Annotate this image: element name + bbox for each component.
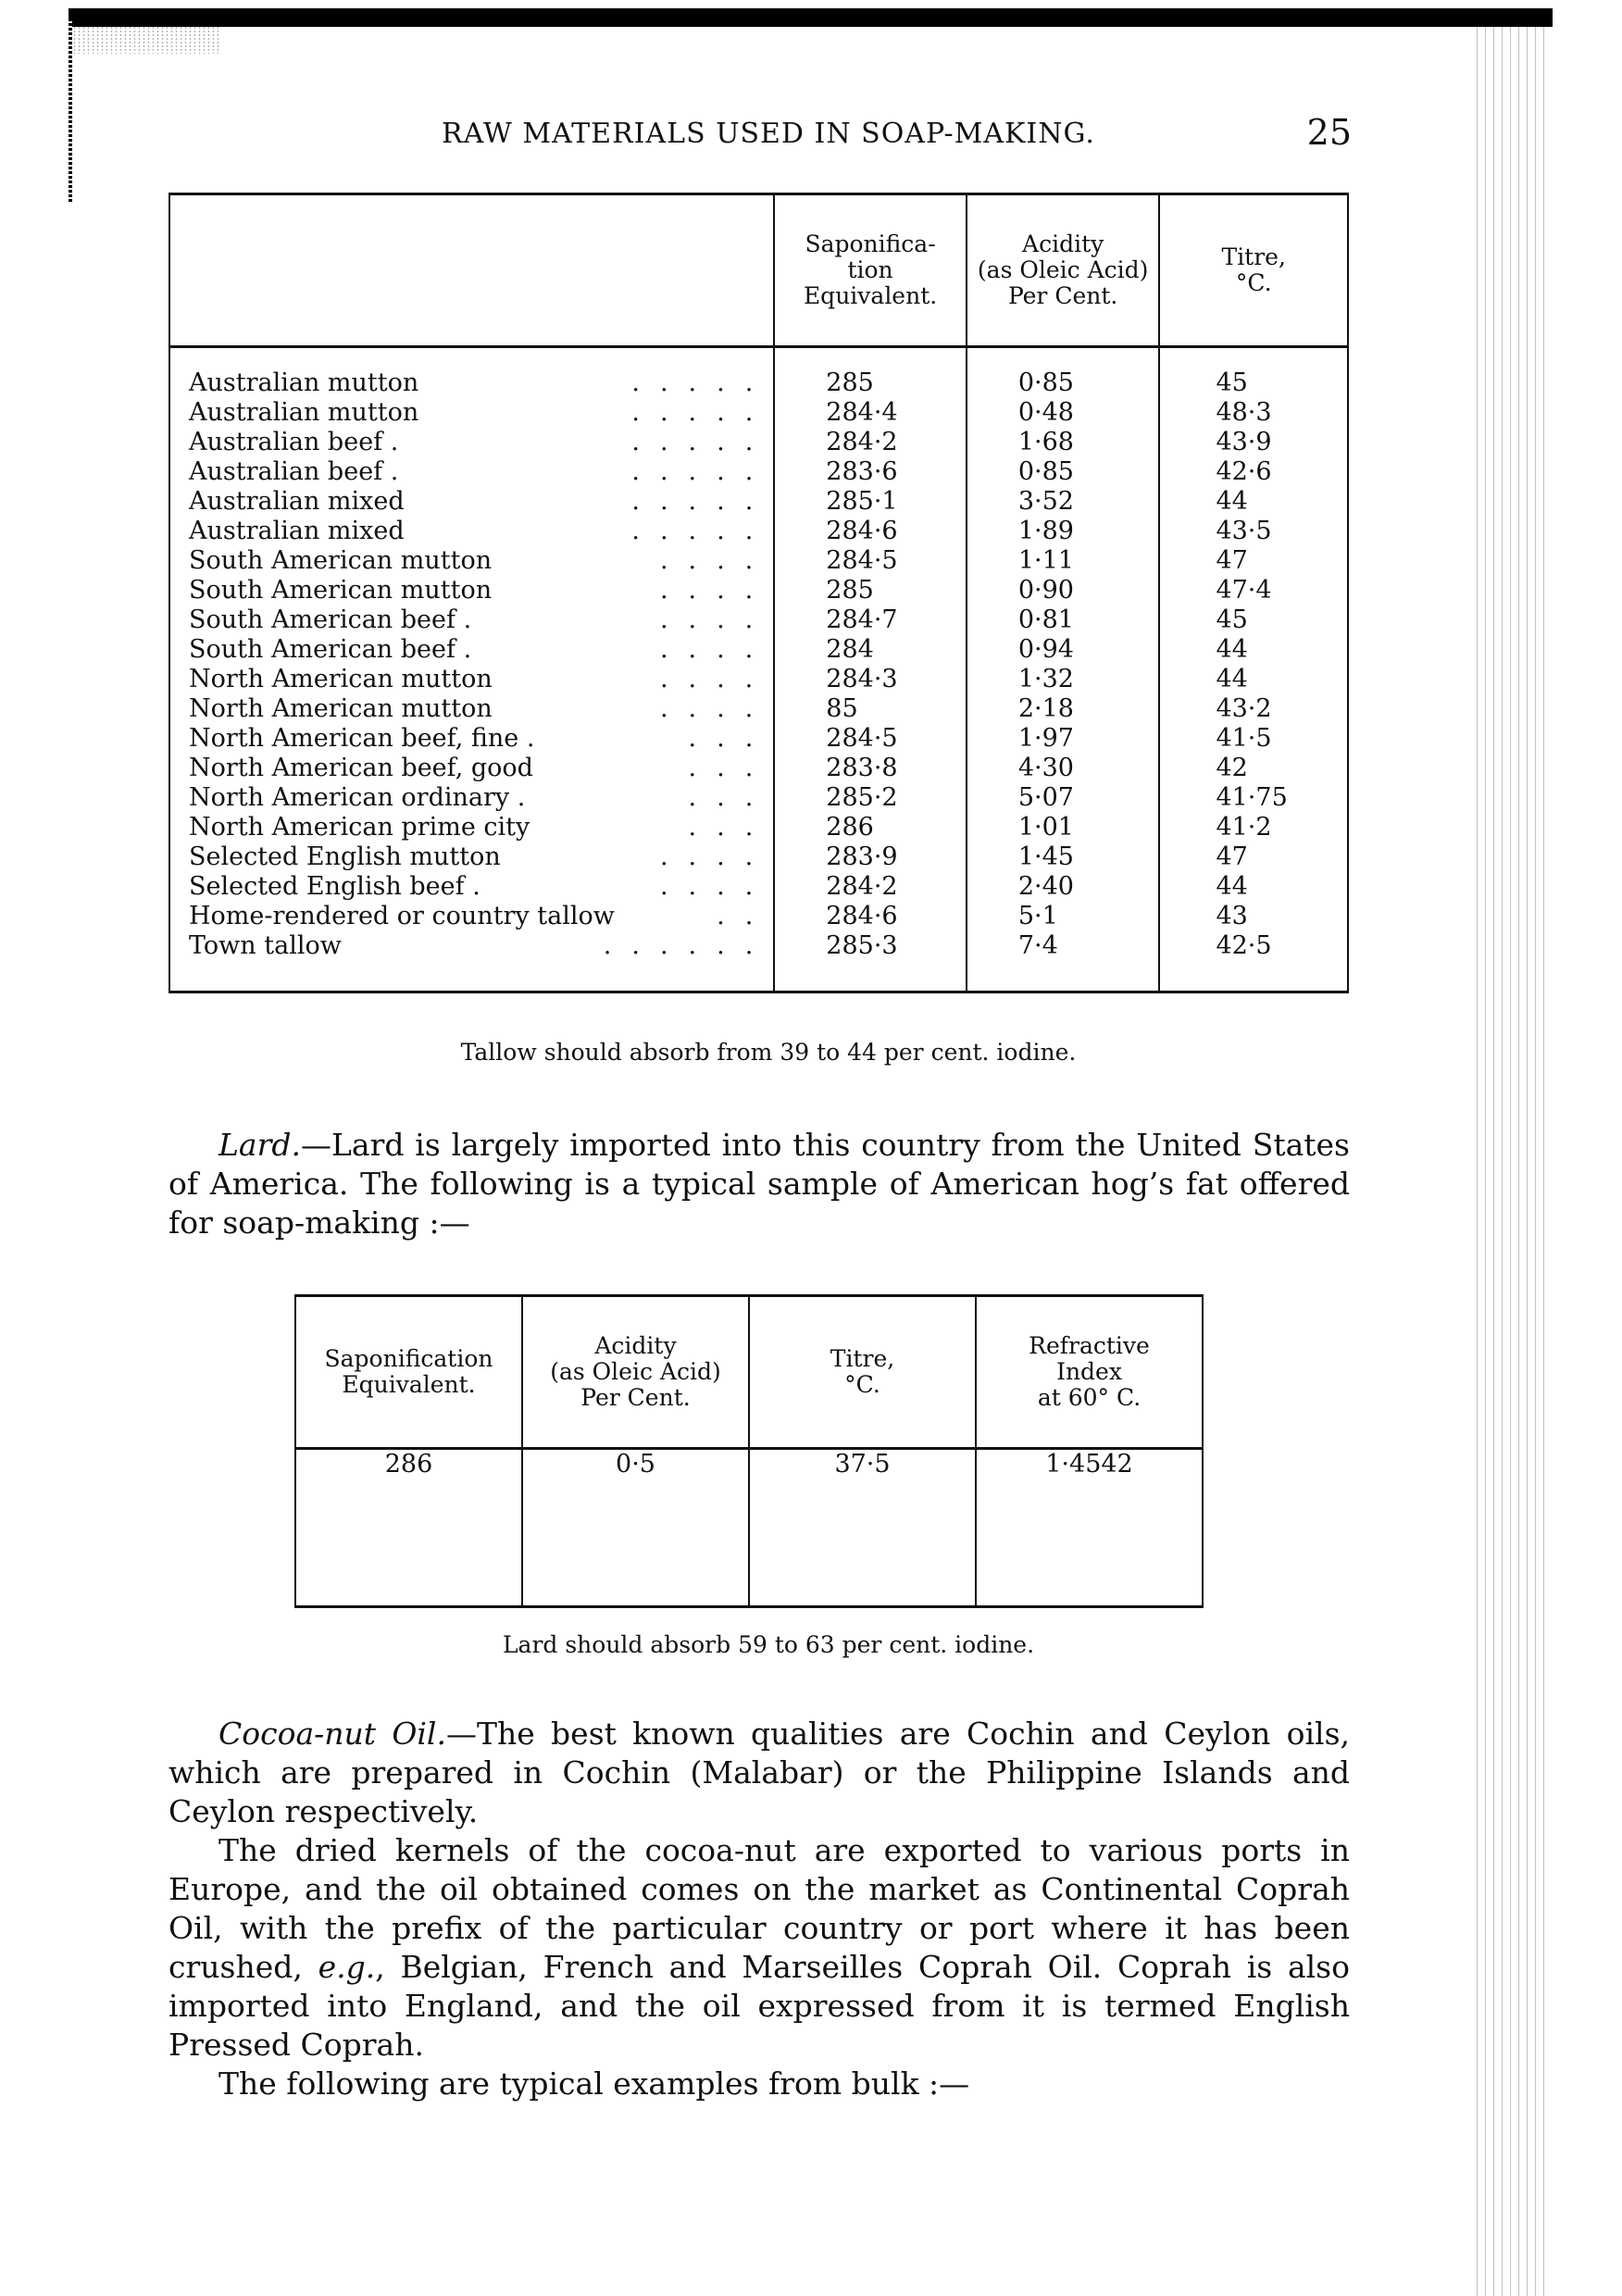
leader-dots: .... [659, 842, 774, 871]
leader-dots: ..... [631, 487, 774, 516]
table-row [169, 694, 1348, 724]
table-row [169, 665, 1348, 694]
cell-acidity: 5·1 [967, 902, 1160, 931]
table-row [169, 487, 1348, 517]
cell-acidity: 1·11 [967, 546, 1160, 576]
cell-name [169, 368, 774, 398]
tallow-table [168, 193, 1349, 993]
cell-name [169, 665, 774, 694]
table-spacer [169, 347, 1348, 369]
row-label: North American beef, good [189, 754, 533, 782]
page-header [167, 112, 1370, 153]
cell-acidity: 0·94 [967, 635, 1160, 665]
cell-saponification: 284·7 [774, 605, 967, 635]
cell-saponification: 284·6 [774, 902, 967, 931]
table-row [169, 931, 1348, 961]
row-label: South American beef . [189, 635, 472, 664]
row-label: Town tallow [189, 931, 342, 960]
cell-saponification: 283·9 [774, 842, 967, 872]
cell-acidity: 3·52 [967, 487, 1160, 517]
leader-dots: ... [688, 783, 774, 812]
cell-acidity: 0·48 [967, 398, 1160, 428]
table-row [169, 902, 1348, 931]
cell-name [169, 635, 774, 665]
lard-header-acidity: Acidity (as Oleic Acid) Per Cent. [522, 1296, 749, 1449]
scan-top-border [69, 8, 1553, 27]
cell-acidity: 5·07 [967, 783, 1160, 813]
cell-acidity: 1·97 [967, 724, 1160, 754]
cell-saponification: 284·6 [774, 517, 967, 546]
table-row [169, 517, 1348, 546]
leader-dots: .. [717, 902, 774, 930]
cell-titre: 41·75 [1159, 783, 1348, 813]
cell-saponification: 284·2 [774, 872, 967, 902]
cocoanut-paragraph-1 [168, 1715, 1350, 1831]
cell-titre: 41·2 [1159, 813, 1348, 842]
row-label: Home-rendered or country tallow [189, 902, 615, 930]
cocoanut-section [168, 1715, 1350, 2103]
cell-saponification: 284·3 [774, 665, 967, 694]
header-titre: Titre, °C. [1159, 194, 1348, 347]
cell-name [169, 813, 774, 842]
leader-dots: ..... [631, 398, 774, 427]
cell-titre: 43·5 [1159, 517, 1348, 546]
cell-saponification: 285 [774, 368, 967, 398]
cell-titre: 44 [1159, 872, 1348, 902]
cell-acidity: 0·81 [967, 605, 1160, 635]
row-label: Selected English beef . [189, 872, 480, 901]
table-row [169, 428, 1348, 457]
lard-header-refractive-index: Refractive Index at 60° C. [976, 1296, 1203, 1449]
running-title: RAW MATERIALS USED IN SOAP-MAKING. [442, 118, 1095, 150]
cocoanut-text-1: —The best known qualities are Cochin and Ceylon oils, which are prepared in Cochin (Malabar) or the Philippine Islands and Ceylon respectively. [168, 1716, 1351, 1829]
cell-name [169, 576, 774, 605]
cell-saponification: 286 [774, 813, 967, 842]
cell-acidity: 7·4 [967, 931, 1160, 961]
tallow-table-header [169, 194, 1348, 347]
scan-noise [72, 26, 220, 54]
header-acidity: Acidity (as Oleic Acid) Per Cent. [967, 194, 1160, 347]
cell-name [169, 872, 774, 902]
leader-dots: .... [659, 694, 774, 723]
row-label: Australian beef . [189, 457, 399, 486]
scan-right-strip [1474, 26, 1546, 2296]
cell-saponification: 283·6 [774, 457, 967, 487]
row-label: Selected English mutton [189, 842, 501, 871]
cell-titre: 44 [1159, 487, 1348, 517]
row-label: North American mutton [189, 694, 493, 723]
cell-saponification: 284 [774, 635, 967, 665]
table-row [169, 724, 1348, 754]
leader-dots: ... [688, 754, 774, 782]
header-name [169, 194, 774, 347]
row-label: Australian mixed [189, 517, 405, 545]
cell-saponification: 285·1 [774, 487, 967, 517]
table-row [169, 576, 1348, 605]
cell-saponification: 283·8 [774, 754, 967, 783]
cell-name [169, 783, 774, 813]
lard-paragraph [168, 1126, 1350, 1242]
table-row [169, 842, 1348, 872]
cell-titre: 45 [1159, 368, 1348, 398]
table-spacer [169, 961, 1348, 992]
cell-acidity: 1·32 [967, 665, 1160, 694]
cell-acidity: 2·40 [967, 872, 1160, 902]
leader-dots: ..... [631, 517, 774, 545]
cell-name [169, 754, 774, 783]
lard-caption: Lard should absorb 59 to 63 per cent. iodine. [502, 1631, 1035, 1658]
table-row [169, 783, 1348, 813]
leader-dots: ... [688, 813, 774, 842]
row-label: North American ordinary . [189, 783, 526, 812]
cocoanut-text-eg: e.g. [318, 1949, 376, 1985]
row-label: North American mutton [189, 665, 493, 693]
cell-name [169, 605, 774, 635]
row-label: Australian mutton [189, 398, 419, 427]
cell-acidity: 1·01 [967, 813, 1160, 842]
row-label: South American beef . [189, 605, 472, 634]
row-label: South American mutton [189, 546, 493, 575]
cell-saponification: 285·2 [774, 783, 967, 813]
cell-acidity: 1·45 [967, 842, 1160, 872]
lard-titre: 37·5 [749, 1449, 976, 1607]
lard-table-header [295, 1296, 1203, 1449]
leader-dots: ..... [631, 457, 774, 486]
cell-titre: 45 [1159, 605, 1348, 635]
cell-name [169, 724, 774, 754]
cocoanut-heading: Cocoa-nut Oil. [218, 1716, 446, 1752]
cell-saponification: 284·5 [774, 724, 967, 754]
cell-saponification: 285·3 [774, 931, 967, 961]
cell-titre: 41·5 [1159, 724, 1348, 754]
cell-titre: 43·2 [1159, 694, 1348, 724]
table-row [169, 368, 1348, 398]
leader-dots: .... [659, 605, 774, 634]
tallow-caption: Tallow should absorb from 39 to 44 per cent. iodine. [460, 1039, 1077, 1066]
cell-acidity: 1·68 [967, 428, 1160, 457]
lard-text: —Lard is largely imported into this country from the United States of America. The following is a typical sample of American hog’s fat offered for soap-making :— [168, 1127, 1350, 1241]
leader-dots: .... [659, 576, 774, 605]
cell-saponification: 285 [774, 576, 967, 605]
cell-name [169, 931, 774, 961]
cell-name [169, 842, 774, 872]
table-row [169, 457, 1348, 487]
cell-titre: 47 [1159, 546, 1348, 576]
header-saponification: Saponifica- tion Equivalent. [774, 194, 967, 347]
cocoanut-paragraph-2 [168, 1831, 1350, 2065]
row-label: North American prime city [189, 813, 530, 842]
cocoanut-paragraph-3: The following are typical examples from bulk :— [218, 2065, 970, 2102]
cell-name [169, 428, 774, 457]
cell-acidity: 1·89 [967, 517, 1160, 546]
leader-dots: ..... [631, 368, 774, 397]
cell-saponification: 85 [774, 694, 967, 724]
cocoanut-text-2b: , Belgian, French and Marseilles Coprah Oil. Coprah is also imported into England, and the oil expressed from it is termed English Pressed Coprah. [168, 1949, 1350, 2063]
row-label: Australian beef . [189, 428, 399, 456]
lard-heading: Lard. [218, 1127, 301, 1163]
leader-dots: ..... [631, 428, 774, 456]
cell-name [169, 546, 774, 576]
table-row [169, 546, 1348, 576]
cell-acidity: 0·90 [967, 576, 1160, 605]
lard-table [294, 1294, 1204, 1608]
cell-titre: 48·3 [1159, 398, 1348, 428]
cocoanut-text-2a: The dried kernels of the cocoa-nut are exported to various ports in Europe, and the oil obtained comes on the market as Continental Coprah Oil, with the prefix of the particular country or port where it has been crushed, [168, 1832, 1350, 1985]
cell-name [169, 517, 774, 546]
lard-acidity: 0·5 [522, 1449, 749, 1607]
leader-dots: .... [659, 872, 774, 901]
cell-titre: 42 [1159, 754, 1348, 783]
table-row [169, 398, 1348, 428]
table-row [169, 605, 1348, 635]
cell-titre: 43·9 [1159, 428, 1348, 457]
table-row [169, 635, 1348, 665]
cell-acidity: 0·85 [967, 457, 1160, 487]
row-label: South American mutton [189, 576, 493, 605]
lard-saponification: 286 [295, 1449, 522, 1607]
row-label: Australian mutton [189, 368, 419, 397]
lard-header-titre: Titre, °C. [749, 1296, 976, 1449]
cell-name [169, 457, 774, 487]
cell-name [169, 694, 774, 724]
cell-titre: 43 [1159, 902, 1348, 931]
lard-header-saponification: Saponification Equivalent. [295, 1296, 522, 1449]
leader-dots: ...... [603, 931, 774, 960]
cell-acidity: 0·85 [967, 368, 1160, 398]
cell-saponification: 284·5 [774, 546, 967, 576]
cell-titre: 44 [1159, 665, 1348, 694]
leader-dots: .... [659, 635, 774, 664]
leader-dots: .... [659, 665, 774, 693]
page-number: 25 [1306, 112, 1352, 153]
leader-dots: .... [659, 546, 774, 575]
cell-saponification: 284·4 [774, 398, 967, 428]
cell-titre: 42·5 [1159, 931, 1348, 961]
cell-titre: 42·6 [1159, 457, 1348, 487]
cell-name [169, 902, 774, 931]
table-row [169, 872, 1348, 902]
row-label: North American beef, fine . [189, 724, 535, 753]
lard-table-row [295, 1449, 1203, 1607]
row-label: Australian mixed [189, 487, 405, 516]
cell-titre: 47 [1159, 842, 1348, 872]
lard-refractive-index: 1·4542 [976, 1449, 1203, 1607]
cell-titre: 44 [1159, 635, 1348, 665]
leader-dots: ... [688, 724, 774, 753]
cell-name [169, 487, 774, 517]
table-row [169, 754, 1348, 783]
cell-name [169, 398, 774, 428]
cell-acidity: 4·30 [967, 754, 1160, 783]
cell-saponification: 284·2 [774, 428, 967, 457]
table-row [169, 813, 1348, 842]
cell-acidity: 2·18 [967, 694, 1160, 724]
cell-titre: 47·4 [1159, 576, 1348, 605]
